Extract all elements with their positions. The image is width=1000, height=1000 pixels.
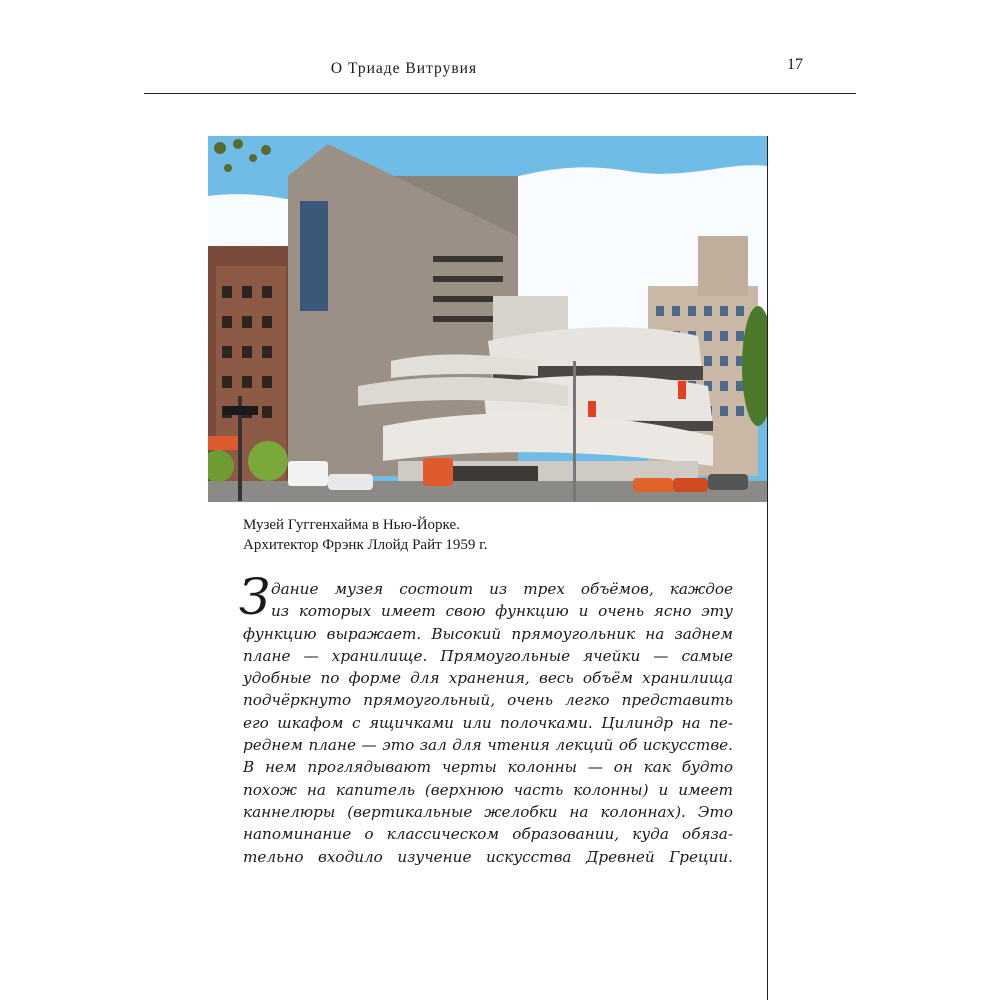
caption-line: Музей Гуггенхайма в Нью-Йорке.: [243, 517, 460, 533]
guggenheim-photo: [208, 136, 767, 502]
text-line: тельно входило изучение искусства Древней Греции.: [243, 847, 733, 866]
figure-caption: [243, 515, 743, 555]
text-line: удобные по форме для хранения, весь объём хранилища: [243, 669, 733, 688]
caption-line: Архитектор Фрэнк Ллойд Райт 1959 г.: [243, 537, 488, 553]
text-line: плане — хранилище. Прямоугольные ячейки — самые: [243, 646, 733, 665]
text-line: напоминание о классическом образовании, куда обяза-: [243, 825, 733, 844]
text-line: дание музея состоит из трех объёмов, каждое: [271, 580, 733, 598]
page-number: 17: [787, 56, 803, 73]
text-line: функцию выражает. Высокий прямоугольник на заднем: [243, 624, 733, 643]
text-line: каннелюры (вертикальные желобки на колоннах). Это: [243, 802, 733, 821]
drop-cap: З: [239, 568, 271, 626]
text-line: реднем плане — это зал для чтения лекций об искусстве.: [243, 736, 733, 755]
text-line: его шкафом с ящичками или полочками. Цилиндр на пе-: [243, 713, 733, 732]
body-paragraph: [239, 568, 733, 868]
text-line: похож на капитель (верхнюю часть колонны) и имеет: [243, 780, 733, 799]
side-rule: [767, 136, 768, 1000]
header-rule: [144, 93, 856, 94]
text-line: из которых имеет свою функцию и очень ясно эту: [271, 602, 733, 621]
text-line: подчёркнуто прямоугольный, очень легко представить: [243, 691, 733, 710]
text-line: В нем проглядывают черты колонны — он как будто: [243, 758, 733, 777]
running-head: О Триаде Витрувия: [330, 60, 478, 77]
